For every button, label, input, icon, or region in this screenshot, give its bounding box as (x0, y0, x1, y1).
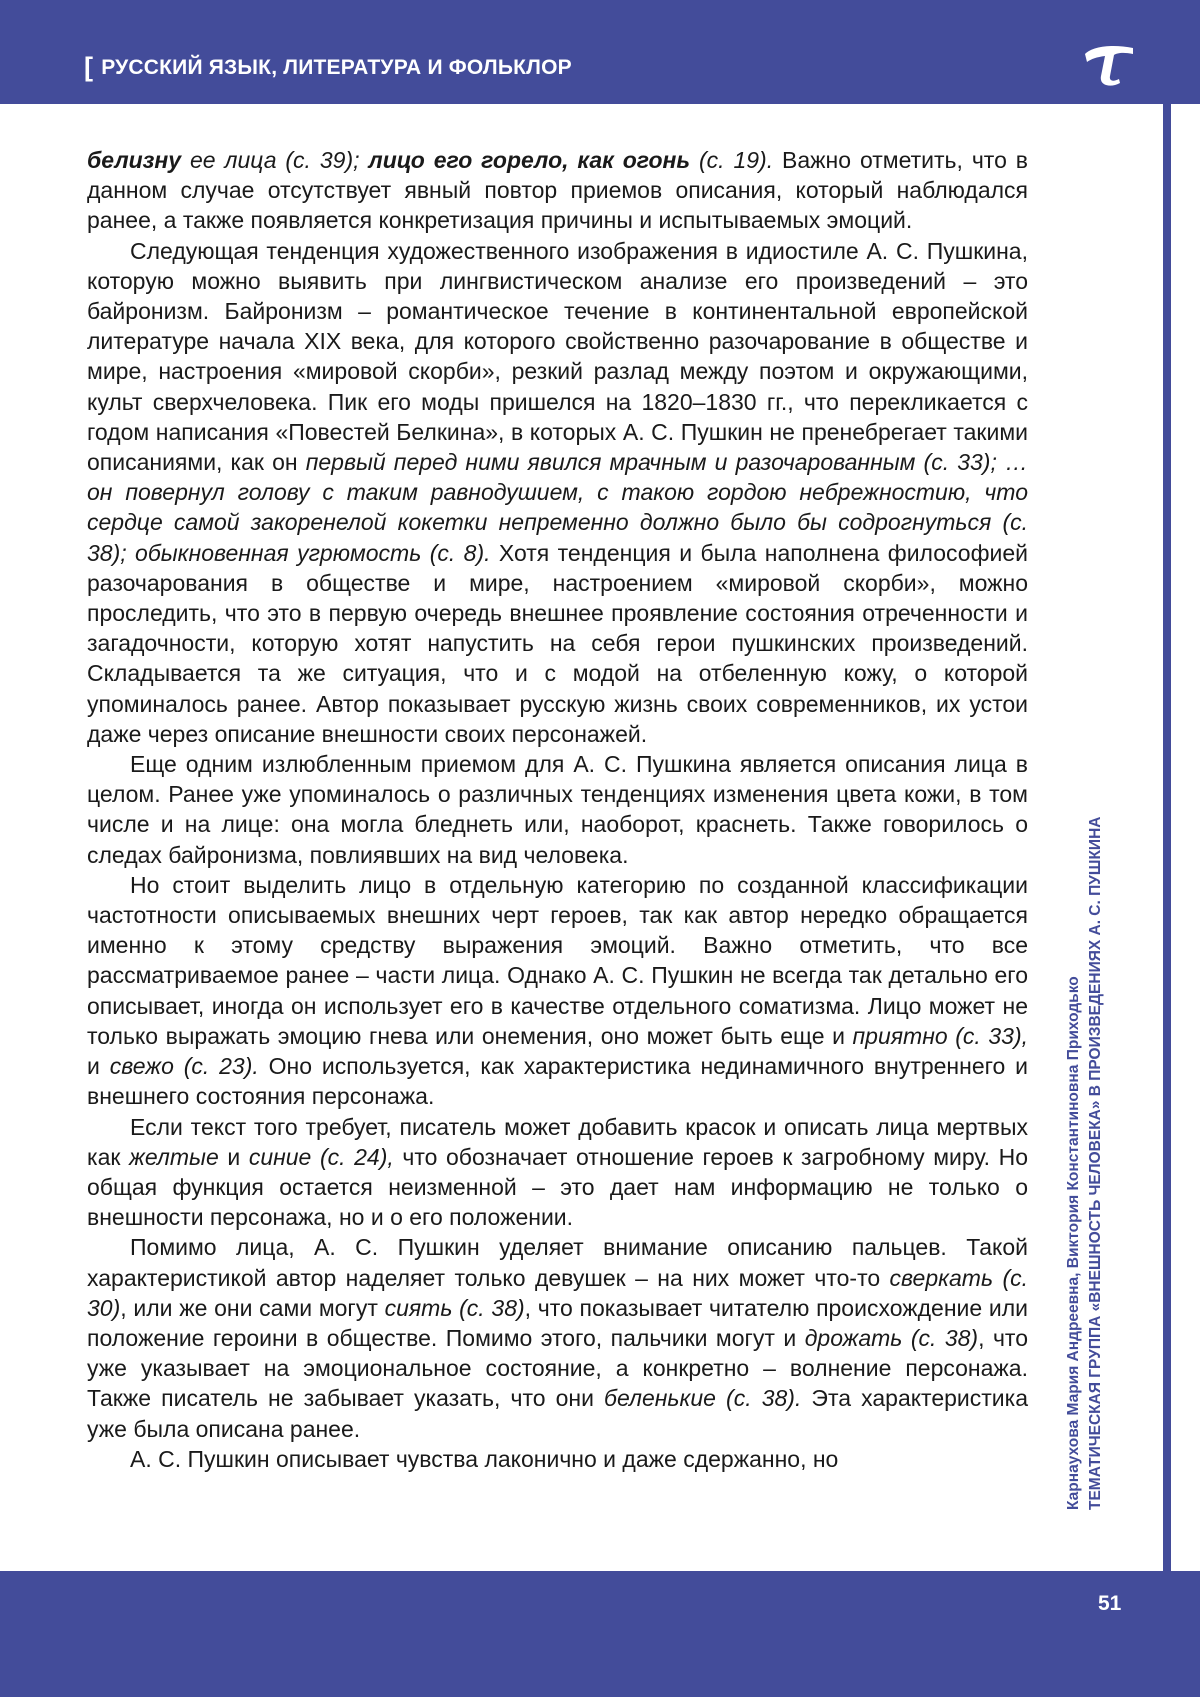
right-margin-rule (1163, 104, 1171, 1571)
paragraph-6 (87, 1232, 1028, 1443)
paragraph-4 (87, 870, 1028, 1112)
quote-fragment: лицо его горело, как огонь (368, 147, 691, 173)
text-run: Хотя тенденция и была наполнена философией разочарования в обществе и мире, настроением «мировой скорби», можно проследить, что это в первую очередь внешнее проявление состояния отреченности и загадочности, которую хотят напустить на себя герои пушкинских произведений. Складывается та же ситуация, что и с модой на отбеленную кожу, о которой упоминалось ранее. Автор показывает русскую жизнь своих современников, их устои даже через описание внешности своих персонажей. (87, 539, 1028, 747)
quote-fragment: дрожать (с. 38) (804, 1324, 979, 1351)
text-run: , что показывает читателю происхождение или положение героини в обществе. Помимо этого, пальчики могут и (87, 1294, 1028, 1351)
text-run: и (218, 1143, 249, 1170)
text-run: , или же они сами могут (120, 1294, 385, 1321)
quote-fragment: приятно (с. 33), (852, 1022, 1028, 1049)
section-title (84, 52, 572, 83)
quote-fragment: свежо (с. 23). (109, 1053, 259, 1080)
text-run: Эта характеристика уже была описана ранее. (87, 1385, 1029, 1442)
text-run: что обозначает отношение героев к загробному миру. Но общая функция остается неизменной – это дает нам информацию не только о внешности персонажа, но и о его положении. (87, 1143, 1028, 1231)
text-run: Если текст того требует, писатель может добавить красок и описать лица мертвых как (87, 1113, 1028, 1170)
quote-fragment: беленькие (с. 38). (604, 1385, 802, 1412)
paragraph-7: А. С. Пушкин описывает чувства лаконично и даже сдержанно, но (130, 1445, 839, 1472)
title-bracket: [ (84, 52, 94, 82)
text-run: Помимо лица, А. С. Пушкин уделяет внимание описанию пальцев. Такой характеристикой автор наделяет только девушек – на них может что-то (87, 1234, 1028, 1291)
text-run: и (87, 1053, 110, 1080)
quote-fragment: (с. 19). (699, 147, 774, 173)
text-run: , что уже указывает на эмоциональное состояние, а конкретно – волнение персонажа. Также писатель не забывает указать, что они (87, 1324, 1028, 1412)
quote-fragment: белизну (87, 147, 182, 173)
text-run: Оно используется, как характеристика нединамичного внутреннего и внешнего состояния персонажа. (87, 1053, 1028, 1110)
paragraph-3: Еще одним излюбленным приемом для А. С. Пушкина является описания лица в целом. Ранее уже упоминалось о различных тенденциях изменения цвета кожи, в том числе и на лице: она могла бледнеть или, наоборот, краснеть. Также говорилось о следах байронизма, повлиявших на вид человека. (87, 751, 1028, 868)
page-number: 51 (1098, 1592, 1122, 1615)
section-title-text: РУССКИЙ ЯЗЫК, ЛИТЕРАТУРА И ФОЛЬКЛОР (101, 56, 572, 79)
paragraph-1 (87, 145, 1028, 236)
paragraph-2 (87, 236, 1028, 749)
running-sidebar (1060, 770, 1150, 1510)
quote-fragment: ее лица (с. 39); (190, 147, 360, 173)
page-header (0, 0, 1200, 104)
quote-fragment: первый перед ними явился мрачным и разочарованным (с. 33); …он повернул голову с таким равнодушием, с такою гордою небрежностию, что сердце самой закоренелой кокетки непременно должно было бы содрогнуться (с. 38); обыкновенная угрюмость (с. 8). (87, 449, 1028, 566)
sidebar-authors: Карнаухова Мария Андреевна, Виктория Константиновна Приходько (1065, 976, 1082, 1510)
paragraph-5 (87, 1112, 1028, 1233)
sidebar-article-title: ТЕМАТИЧЕСКАЯ ГРУППА «ВНЕШНОСТЬ ЧЕЛОВЕКА» В ПРОИЗВЕДЕНИЯХ А. С. ПУШКИНА (1087, 816, 1104, 1510)
article-body (87, 145, 1028, 1474)
journal-logo-icon (1083, 42, 1135, 86)
sidebar-text (1063, 817, 1107, 1510)
text-run: Но стоит выделить лицо в отдельную категорию по созданной классификации частотности описываемых внешних черт героев, так как автор нередко обращается именно к этому средству выражения эмоций. Важно отметить, что все рассматриваемое ранее – части лица. Однако А. С. Пушкин не всегда так детально его описывает, иногда он использует его в качестве отдельного соматизма. Лицо может не только выражать эмоцию гнева или онемения, оно может быть еще и (87, 871, 1028, 1049)
quote-fragment: сверкать (с. 30) (87, 1264, 1028, 1321)
text-run: Следующая тенденция художественного изображения в идиостиле А. С. Пушкина, которую можно выявить при лингвистическом анализе его произведений – это байронизм. Байронизм – романтическое течение в континентальной европейской литературе начала XIX века, для которого свойственно разочарование в обществе и мире, настроения «мировой скорби», резкий разлад между поэтом и окружающими, культ сверхчеловека. Пик его моды пришелся на 1820–1830 гг., что перекликается с годом написания «Повестей Белкина», в которых А. С. Пушкин не пренебрегает такими описаниями, как он (87, 237, 1028, 476)
quote-fragment: сиять (с. 38) (384, 1294, 525, 1321)
quote-fragment: желтые (129, 1143, 219, 1170)
page-footer (0, 1571, 1200, 1697)
quote-fragment: синие (с. 24), (248, 1143, 394, 1170)
text-run: Важно отметить, что в данном случае отсутствует явный повтор приемов описания, который наблюдался ранее, а также появляется конкретизация причины и испытываемых эмоций. (87, 147, 1029, 234)
